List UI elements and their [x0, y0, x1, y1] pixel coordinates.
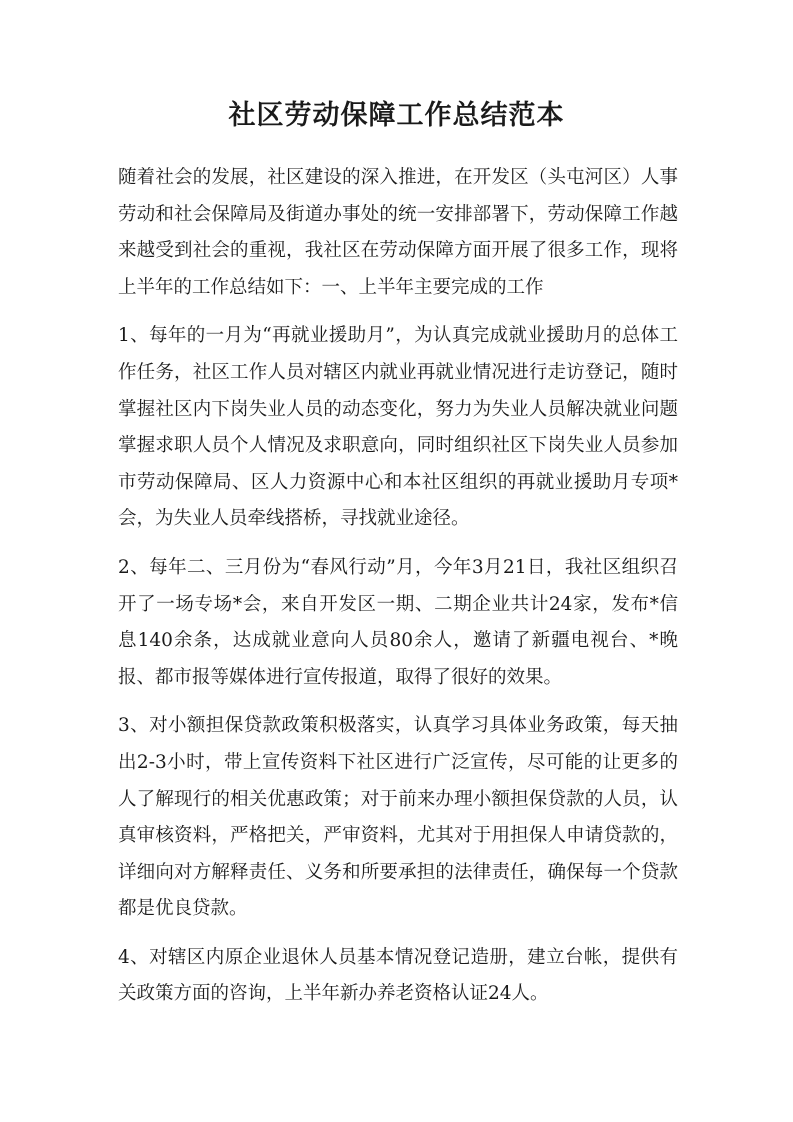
document-body [118, 160, 678, 1025]
intro-paragraph: 随着社会的发展，社区建设的深入推进，在开发区（头屯河区）人事劳动和社会保障局及街道办事处的统一安排部署下，劳动保障工作越来越受到社会的重视，我社区在劳动保障方面开展了很多工作，现将上半年的工作总结如下：一、上半年主要完成的工作 [118, 167, 678, 298]
paragraph-item-1: 1、每年的一月为“再就业援助月”，为认真完成就业援助月的总体工作任务，社区工作人员对辖区内就业再就业情况进行走访登记，随时掌握社区内下岗失业人员的动态变化，努力为失业人员解决就业问题掌握求职人员个人情况及求职意向，同时组织社区下岗失业人员参加市劳动保障局、区人力资源中心和本社区组织的再就业援助月专项*会，为失业人员牵线搭桥，寻找就业途径。 [118, 325, 678, 530]
page-title: 社区劳动保障工作总结范本 [228, 100, 565, 131]
paragraph-item-3: 3、对小额担保贷款政策积极落实，认真学习具体业务政策，每天抽出2-3小时，带上宣传资料下社区进行广泛宣传，尽可能的让更多的人了解现行的相关优惠政策；对于前来办理小额担保贷款的人员，认真审核资料，严格把关，严审资料，尤其对于用担保人申请贷款的，详细向对方解释责任、义务和所要承担的法律责任，确保每一个贷款都是优良贷款。 [118, 715, 678, 920]
paragraph-item-2: 2、每年二、三月份为“春风行动”月，今年3月21日，我社区组织召开了一场专场*会，来自开发区一期、二期企业共计24家，发布*信息140余条，达成就业意向人员80余人，邀请了新疆电视台、*晚报、都市报等媒体进行宣传报道，取得了很好的效果。 [118, 556, 678, 688]
paragraph-item-4: 4、对辖区内原企业退休人员基本情况登记造册，建立台帐，提供有关政策方面的咨询，上半年新办养老资格认证24人。 [118, 946, 678, 1005]
